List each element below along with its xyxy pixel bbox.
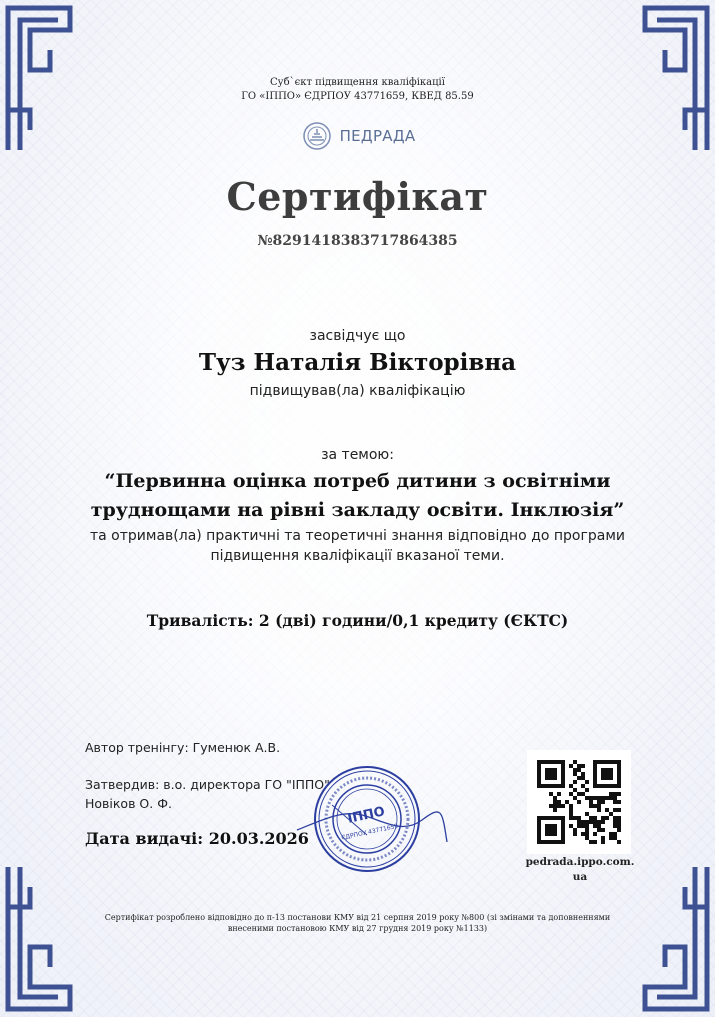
qr-code[interactable]: [527, 750, 631, 854]
approved-by-line-2: Новіков О. Ф.: [85, 796, 172, 811]
pedrada-logo: [0, 121, 715, 151]
legal-footnote: Сертифікат розроблено відповідно до п-13 постанови КМУ від 21 серпня 2019 року №800 (зі змінами та доповненнями внесеними постановою КМУ від 27 грудня 2019 року №1133): [104, 913, 611, 933]
training-author: Автор тренінгу: Гуменюк А.В.: [85, 740, 281, 755]
issuer-line-1: Суб`єкт підвищення кваліфікації: [270, 77, 445, 88]
corner-ornament-bottom-right: [605, 867, 715, 1017]
pedrada-emblem-icon: [300, 121, 334, 151]
certifies-text: засвідчує що: [309, 328, 406, 344]
topic-label: за темою:: [321, 447, 394, 463]
corner-ornament-bottom-left: [0, 867, 110, 1017]
issue-date: Дата видачі: 20.03.2026: [85, 829, 309, 848]
issuer-line-2: ГО «ІППО» ЄДРПОУ 43771659, КВЕД 85.59: [241, 91, 474, 102]
site-url[interactable]: [520, 855, 640, 885]
certificate-number: №8291418383717864385: [257, 233, 458, 249]
issuer-info: [0, 76, 715, 104]
recipient-name: Туз Наталія Вікторівна: [198, 349, 517, 376]
signature: [292, 790, 452, 850]
improved-qualification-text: підвищував(ла) кваліфікацію: [249, 383, 466, 399]
stamp-ring-text: ЄДРПОУ 43771659: [340, 822, 399, 842]
certificate-title: Сертифікат: [226, 174, 489, 219]
site-url-line-1: pedrada.ippo.com.: [525, 856, 635, 868]
site-url-line-2: ua: [572, 871, 588, 883]
received-knowledge-text: та отримав(ла) практичні та теоретичні знання відповідно до програми підвищення кваліфікації вказаної теми.: [90, 528, 625, 564]
qr-code-icon: [537, 760, 621, 844]
duration: Тривалість: 2 (дві) години/0,1 кредиту (ЄКТС): [146, 611, 569, 630]
logo-text: ПЕДРАДА: [339, 127, 416, 145]
approved-by-line-1: Затвердив: в.о. директора ГО "ІППО": [85, 777, 330, 792]
topic-title: “Первинна оцінка потреб дитини з освітніми труднощами на рівні закладу освіти. Інклюзія”: [90, 470, 625, 521]
stamp-center-text: ІППО: [346, 804, 387, 827]
